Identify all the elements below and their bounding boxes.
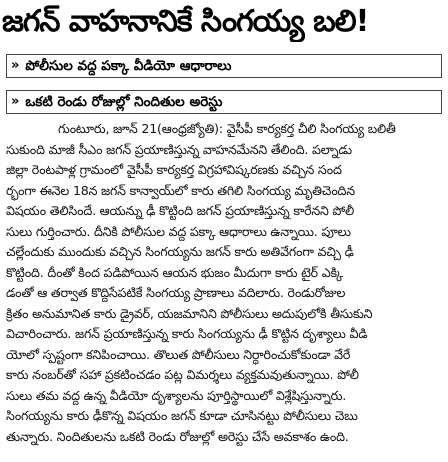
double-chevron-icon: » <box>11 58 20 73</box>
body-line: చల్లేందుకు ముందుకు వచ్చిన సింగయ్యను జగన్ కారు అతివేగంగా వచ్చి ఢీ <box>6 244 354 259</box>
body-line: తున్నారు. నిందితులను ఒకటి రెండు రోజుల్లో అరెస్టు చేసే అవకాశం ఉంది. <box>6 428 349 444</box>
body-line: సింగయ్యను కారు ఢీకొన్న విషయం జగన్ కూడా చూసినట్టు పోలీసులు చెబు <box>6 408 358 423</box>
body-line: క్రితం అనుమానిత కారు డ్రైవర్, యజమానిని పోలీసులు అదుపులోకి తీసుకుని <box>6 305 373 321</box>
body-line: విచారించారు. జగన్ ప్రయాణిస్తున్న కారు సింగయ్యను ఢీ కొట్టిన దృశ్యాలు వీడి <box>6 326 368 341</box>
body-line: సుకుంది మాజీ సీఎం జగన్ ప్రయాణిస్తున్న వాహనమేనని తేలింది. పల్నాడు <box>6 141 352 157</box>
headline: జగన్ వాహనానికే సింగయ్య బలి! <box>2 4 369 39</box>
double-chevron-icon: » <box>11 94 20 109</box>
body-line: ర్భంగా ఈనెల 18న జగన్ కాన్వాయ్‌లో కారు తగిలి సింగయ్య మృతిచెందిన <box>6 182 355 198</box>
subheading-1-text: పోలీసుల వద్ద పక్కా వీడియో ఆధారాలు <box>25 58 232 74</box>
article-body <box>6 119 442 459</box>
subheading-1 <box>6 54 442 78</box>
body-line: సులు గుర్తించారు. దీనికి పోలీసుల వద్ద పక్కా ఆధారాలు ఉన్నాయి. పూలు <box>6 223 351 239</box>
body-line: కారు నంబర్‌తో సహా ప్రకటించడం పట్ల విమర్శలు వ్యక్తమవుతున్నాయి. పోలీ <box>6 367 359 382</box>
body-line: డంతో ఆ తర్వాత కొద్దిసేపటికే సింగయ్య ప్రాణాలు వదిలారు. రెండురోజుల <box>6 285 346 300</box>
body-line: కొట్టింది. దీంతో కింద పడిపోయిన ఆయన భుజం మీదుగా కారు టైర్ ఎక్కి <box>6 264 343 280</box>
body-line: విషయం తెలిసిందే. ఆయన్ను ఢీ కొట్టింది జగన్ ప్రయాణిస్తున్న కారేనని పోలీ <box>6 203 355 218</box>
body-line: జిల్లా రెంటపాళ్ల గ్రామంలో వైసీపీ కార్యకర్త విగ్రహావిష్కరణకు వచ్చిన సంద <box>6 162 342 177</box>
subheading-2-text: ఒకటి రెండు రోజుల్లో నిందితుల అరెస్టు <box>25 94 223 110</box>
body-line: యోలో స్పష్టంగా కనిపించాయి. తొలుత పోలీసులు నిర్ధారించుకోకుండా వేరే <box>6 346 351 362</box>
body-line: సులు తమ వద్ద ఉన్న వీడియో దృశ్యాలను పూర్తిస్థాయిలో విశ్లేషిస్తున్నారు. <box>6 387 347 403</box>
body-line: గుంటూరు, జూన్ 21(ఆంధ్రజ్యోతి): వైసీపీ కార్యకర్త చీలి సింగయ్య బలితీ <box>58 121 396 136</box>
subheading-2 <box>6 90 442 114</box>
